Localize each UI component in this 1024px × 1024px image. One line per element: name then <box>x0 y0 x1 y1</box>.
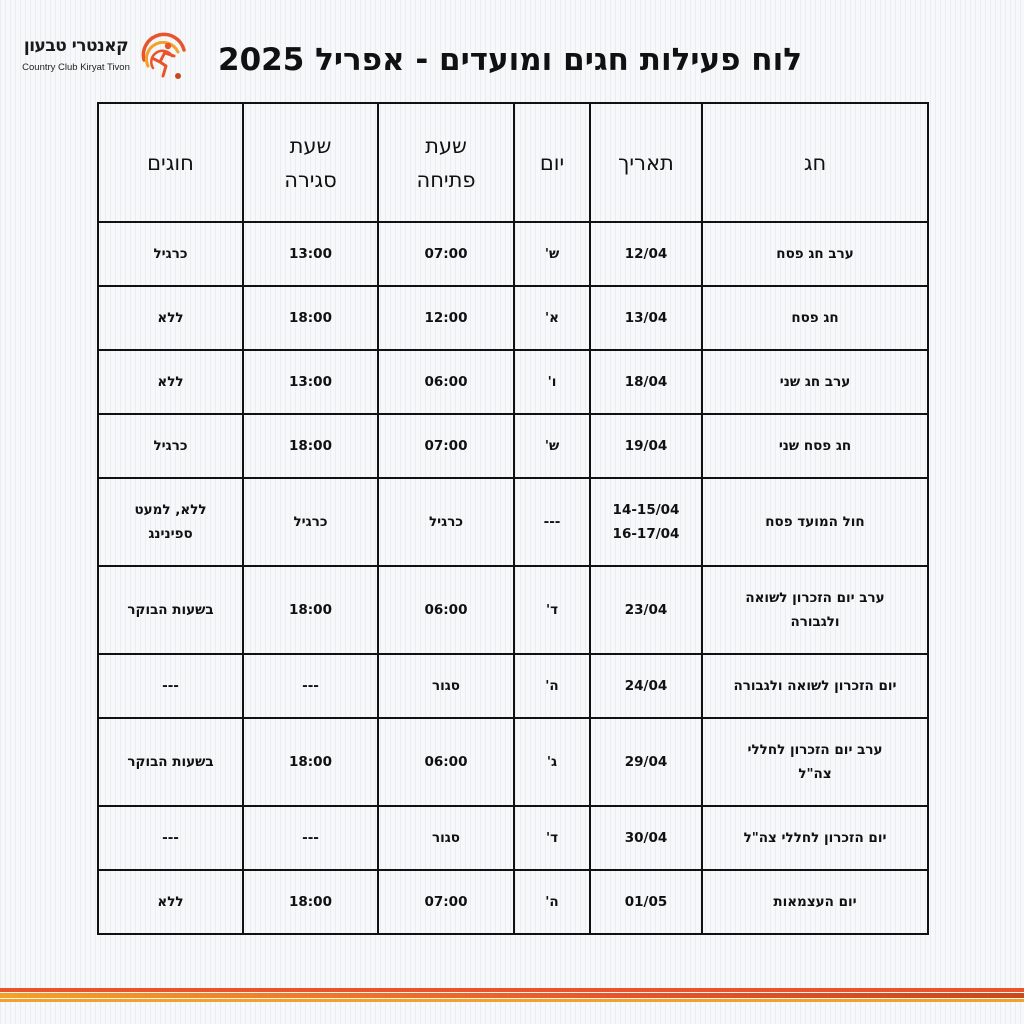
table-row <box>98 806 928 870</box>
cell-classes <box>98 806 243 870</box>
cell-opening: 07:00 <box>378 414 514 478</box>
cell-classes <box>98 350 243 414</box>
cell-holiday <box>702 718 928 806</box>
cell-day: ה' <box>514 870 590 934</box>
cell-closing: 18:00 <box>243 870 378 934</box>
cell-holiday <box>702 478 928 566</box>
header-holiday: חג <box>702 103 928 222</box>
cell-classes <box>98 870 243 934</box>
cell-opening: כרגיל <box>378 478 514 566</box>
cell-closing: 13:00 <box>243 350 378 414</box>
brand-logo <box>20 34 190 80</box>
cell-closing: --- <box>243 654 378 718</box>
cell-line: ערב חג פסח <box>776 246 854 262</box>
cell-line: 16-17/04 <box>612 526 680 542</box>
cell-date <box>590 350 702 414</box>
cell-date <box>590 870 702 934</box>
cell-line: יום הזכרון לחללי צה"ל <box>743 830 887 846</box>
cell-line: כרגיל <box>153 438 188 454</box>
cell-line: ולגבורה <box>790 614 840 630</box>
cell-date <box>590 654 702 718</box>
cell-classes <box>98 654 243 718</box>
cell-opening: 06:00 <box>378 718 514 806</box>
cell-line: 14-15/04 <box>612 502 680 518</box>
cell-line: ללא <box>157 310 184 326</box>
cell-date <box>590 566 702 654</box>
cell-line: 24/04 <box>624 678 668 694</box>
cell-line: יום הזכרון לשואה ולגבורה <box>733 678 897 694</box>
cell-line: חג פסח שני <box>778 438 852 454</box>
table-row <box>98 870 928 934</box>
cell-classes <box>98 478 243 566</box>
cell-line: 23/04 <box>624 602 668 618</box>
header-row <box>98 103 928 222</box>
cell-opening: 06:00 <box>378 350 514 414</box>
cell-classes <box>98 286 243 350</box>
cell-opening: 07:00 <box>378 222 514 286</box>
cell-line: ערב חג שני <box>779 374 851 390</box>
cell-day: ו' <box>514 350 590 414</box>
cell-day: ג' <box>514 718 590 806</box>
cell-line: ללא, למעט <box>134 502 207 518</box>
cell-line: כרגיל <box>153 246 188 262</box>
cell-holiday <box>702 286 928 350</box>
cell-line: --- <box>162 678 179 694</box>
cell-closing: 18:00 <box>243 414 378 478</box>
header-closing-line: סגירה <box>284 167 337 192</box>
cell-day: ש' <box>514 222 590 286</box>
footer-stripe <box>0 988 1024 992</box>
cell-classes <box>98 566 243 654</box>
cell-closing: 18:00 <box>243 286 378 350</box>
cell-line: ללא <box>157 374 184 390</box>
cell-closing: 18:00 <box>243 566 378 654</box>
table-row <box>98 478 928 566</box>
cell-line: יום העצמאות <box>773 894 857 910</box>
brand-name: קאנטרי טבעון <box>23 36 129 56</box>
table-row <box>98 286 928 350</box>
cell-date <box>590 718 702 806</box>
cell-line: 13/04 <box>624 310 668 326</box>
cell-line: ספינינג <box>148 526 193 542</box>
cell-opening: סגור <box>378 806 514 870</box>
cell-classes <box>98 222 243 286</box>
cell-day: ד' <box>514 566 590 654</box>
cell-closing: 13:00 <box>243 222 378 286</box>
cell-line: חג פסח <box>791 310 839 326</box>
header-opening-line: פתיחה <box>416 167 476 192</box>
page-title: לוח פעילות חגים ומועדים - אפריל 2025 <box>218 42 802 78</box>
holiday-schedule <box>97 102 929 935</box>
cell-holiday <box>702 414 928 478</box>
cell-holiday <box>702 654 928 718</box>
header-day: יום <box>514 103 590 222</box>
cell-line: ללא <box>157 894 184 910</box>
cell-date <box>590 806 702 870</box>
cell-line: 12/04 <box>624 246 668 262</box>
footer-stripe <box>0 993 1024 998</box>
cell-day: --- <box>514 478 590 566</box>
cell-classes <box>98 718 243 806</box>
cell-line: בשעות הבוקר <box>127 754 214 770</box>
header-opening <box>378 103 514 222</box>
cell-opening: סגור <box>378 654 514 718</box>
cell-closing: --- <box>243 806 378 870</box>
cell-holiday <box>702 222 928 286</box>
cell-holiday <box>702 350 928 414</box>
cell-line: חול המועד פסח <box>765 514 865 530</box>
cell-line: ערב יום הזכרון לחללי <box>747 742 883 758</box>
footer-stripe <box>0 999 1024 1002</box>
cell-line: 19/04 <box>624 438 668 454</box>
table-row <box>98 222 928 286</box>
table-row <box>98 414 928 478</box>
cell-holiday <box>702 870 928 934</box>
schedule-table <box>97 102 929 935</box>
cell-opening: 06:00 <box>378 566 514 654</box>
cell-line: 18/04 <box>624 374 668 390</box>
cell-line: 29/04 <box>624 754 668 770</box>
header-closing <box>243 103 378 222</box>
cell-date <box>590 414 702 478</box>
header-classes: חוגים <box>98 103 243 222</box>
cell-day: ה' <box>514 654 590 718</box>
cell-opening: 07:00 <box>378 870 514 934</box>
tennis-player-icon <box>138 32 190 82</box>
table-row <box>98 718 928 806</box>
cell-closing: כרגיל <box>243 478 378 566</box>
cell-line: 01/05 <box>624 894 668 910</box>
cell-classes <box>98 414 243 478</box>
table-row <box>98 566 928 654</box>
header-date: תאריך <box>590 103 702 222</box>
cell-day: ד' <box>514 806 590 870</box>
cell-line: 30/04 <box>624 830 668 846</box>
cell-line: צה"ל <box>798 766 832 782</box>
cell-opening: 12:00 <box>378 286 514 350</box>
header-opening-line: שעת <box>425 133 467 158</box>
header-closing-line: שעת <box>289 133 332 158</box>
table-row <box>98 350 928 414</box>
table-row <box>98 654 928 718</box>
cell-date <box>590 286 702 350</box>
cell-line: --- <box>162 830 179 846</box>
cell-holiday <box>702 806 928 870</box>
cell-date <box>590 478 702 566</box>
cell-holiday <box>702 566 928 654</box>
cell-line: בשעות הבוקר <box>127 602 214 618</box>
cell-closing: 18:00 <box>243 718 378 806</box>
cell-date <box>590 222 702 286</box>
cell-day: א' <box>514 286 590 350</box>
brand-subtitle: Country Club Kiryat Tivon <box>22 62 130 73</box>
cell-day: ש' <box>514 414 590 478</box>
cell-line: ערב יום הזכרון לשואה <box>745 590 885 606</box>
